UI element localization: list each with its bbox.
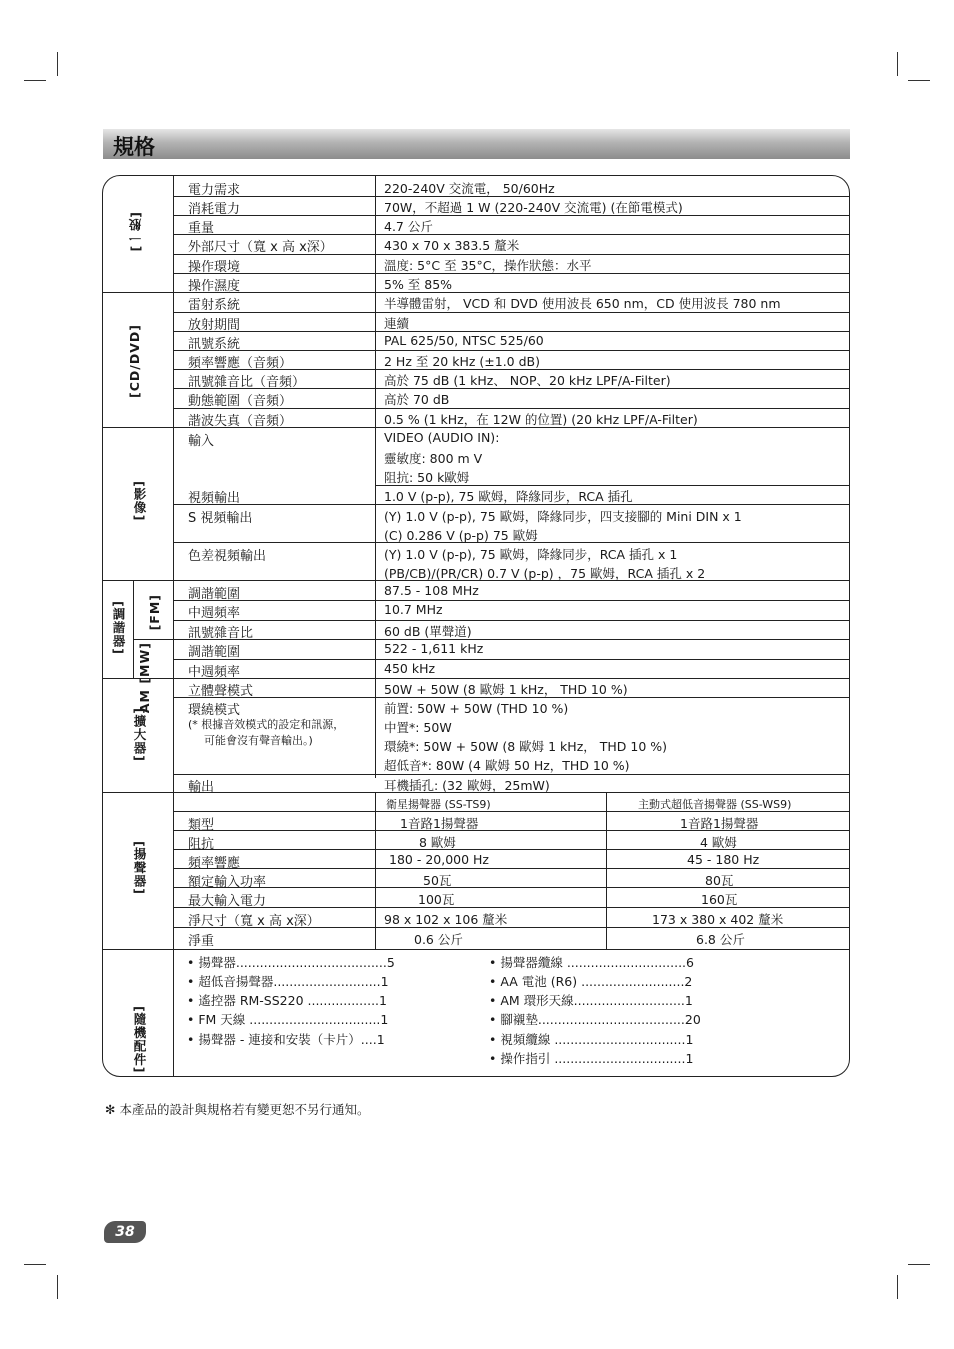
accessory-item: • AA 電池 (R6) ..........................2 (489, 974, 693, 989)
spec-label: 類型 (188, 818, 215, 833)
section-fm: [FM] (147, 594, 162, 631)
spec-value: 4.7 公斤 (384, 219, 433, 234)
crop-mark (908, 1264, 930, 1265)
spec-label: 動態範圍（音頻） (188, 394, 293, 409)
section-tuner: [調諧器] (111, 601, 126, 655)
spec-value: 220-240V 交流電， 50/60Hz (384, 181, 555, 196)
footnote-mark-icon: ✻ (105, 1102, 116, 1117)
spec-label: 中週頻率 (188, 606, 241, 621)
surround-note: 可能會沒有聲音輸出。) (204, 734, 313, 747)
crop-mark (24, 80, 46, 81)
spec-label: 環繞模式 (188, 703, 241, 718)
spec-value: (Y) 1.0 V (p-p), 75 歐姆，降緣同步，四支接腳的 Mini DIN x 1 (384, 509, 742, 524)
spec-value: (PB/CB)/(PR/CR) 0.7 V (p-p) ，75 歐姆，RCA 插孔 x 2 (384, 566, 706, 581)
row-divider (173, 234, 850, 235)
accessory-item: • FM 天線 .................................1 (187, 1012, 389, 1027)
spec-label: 淨重 (188, 934, 215, 949)
accessory-item: • 揚聲器......................................5 (187, 955, 395, 970)
spec-value: 10.7 MHz (384, 602, 443, 617)
section-speakers: [揚聲器] (132, 841, 147, 895)
accessory-item: • 操作指引 .................................1 (489, 1051, 694, 1066)
spec-value: 180 - 20,000 Hz (389, 852, 489, 867)
divider (375, 792, 376, 949)
spec-label: 最大輸入電力 (188, 894, 267, 909)
accessory-item: • 腳襯墊.....................................20 (489, 1012, 701, 1027)
accessory-item: • 超低音揚聲器...........................1 (187, 974, 389, 989)
spec-label: 立體聲模式 (188, 684, 254, 699)
spec-value: 60 dB (單聲道) (384, 624, 472, 639)
spec-value: 0.5 % (1 kHz，在 12W 的位置) (20 kHz LPF/A-Filter) (384, 412, 698, 427)
spec-value: 連續 (384, 316, 410, 331)
row-divider (173, 849, 850, 850)
speaker-col-header: 衛星揚聲器 (SS-TS9) (386, 798, 491, 811)
spec-value: 1音路1揚聲器 (400, 816, 479, 831)
spec-value: VIDEO (AUDIO IN): (384, 430, 500, 445)
spec-label: 諧波失真（音頻） (188, 414, 293, 429)
spec-label: 視頻輸出 (188, 491, 241, 506)
crop-mark (897, 52, 898, 76)
divider (133, 580, 134, 678)
spec-value: (C) 0.286 V (p-p) 75 歐姆 (384, 528, 538, 543)
spec-label: 消耗電力 (188, 202, 241, 217)
spec-label: 調諧範圍 (188, 587, 241, 602)
spec-value: PAL 625/50, NTSC 525/60 (384, 333, 544, 348)
spec-value: 100瓦 (418, 892, 455, 907)
spec-value: 8 歐姆 (419, 835, 456, 850)
spec-value: 160瓦 (701, 892, 738, 907)
accessory-item: • 揚聲器纜線 ..............................6 (489, 955, 694, 970)
spec-value: 80瓦 (705, 873, 734, 888)
spec-value: 靈敏度: 800 m V (384, 451, 483, 466)
spec-table (102, 175, 850, 1077)
spec-value: 超低音*: 80W (4 歐姆 50 Hz，THD 10 %) (384, 758, 630, 773)
crop-mark (24, 1264, 46, 1265)
footnote-text: 本產品的設計與規格若有變更恕不另行通知。 (119, 1102, 370, 1117)
section-am (137, 642, 152, 713)
spec-value: 430 x 70 x 383.5 釐米 (384, 238, 520, 253)
spec-value: 高於 70 dB (384, 392, 450, 407)
row-divider (173, 600, 850, 601)
surround-note: (* 根據音效模式的設定和訊源， (188, 718, 345, 731)
spec-label: 輸出 (188, 780, 215, 795)
row-divider (173, 331, 850, 332)
spec-value: 高於 75 dB (1 kHz、 NOP、20 kHz LPF/A-Filter) (384, 373, 671, 388)
section-video: [影像] (132, 481, 147, 522)
row-divider (173, 887, 850, 888)
row-divider (173, 659, 850, 660)
spec-label: 訊號系統 (188, 337, 241, 352)
spec-value: 阻抗: 50 k歐姆 (384, 470, 470, 485)
spec-label: 額定輸入功率 (188, 875, 267, 890)
accessory-item: • 遙控器 RM-SS220 ..................1 (187, 993, 387, 1008)
spec-label: 操作濕度 (188, 279, 241, 294)
speaker-col-header: 主動式超低音揚聲器 (SS-WS9) (638, 798, 792, 811)
spec-value: 1音路1揚聲器 (680, 816, 759, 831)
spec-label: 訊號雜音比 (188, 626, 254, 641)
spec-label: 阻抗 (188, 837, 215, 852)
spec-value: 環繞*: 50W + 50W (8 歐姆 1 kHz， THD 10 %) (384, 739, 668, 754)
title-bar (103, 129, 850, 159)
spec-label: 操作環境 (188, 260, 241, 275)
spec-value: 半導體雷射， VCD 和 DVD 使用波長 650 nm，CD 使用波長 780 nm (384, 296, 781, 311)
spec-value: 45 - 180 Hz (687, 852, 760, 867)
section-accessories: [隨機配件] (132, 1006, 147, 1074)
spec-value: 50瓦 (423, 873, 452, 888)
spec-label: 外部尺寸（寬 x 高 x深） (188, 240, 333, 255)
footnote (105, 1100, 369, 1118)
crop-mark (57, 52, 58, 76)
spec-value: 4 歐姆 (700, 835, 737, 850)
accessory-item: • 揚聲器 - 連接和安裝（卡片）....1 (187, 1032, 385, 1047)
spec-value: 87.5 - 108 MHz (384, 583, 479, 598)
row-divider (173, 774, 850, 775)
spec-label: 重量 (188, 221, 215, 236)
section-am-text: AM [MW] (137, 642, 152, 714)
section-cddvd: [CD/DVD] (127, 324, 142, 398)
spec-label: 電力需求 (188, 183, 241, 198)
page-title: 規格 (113, 135, 155, 159)
spec-value: 1.0 V (p-p), 75 歐姆，降緣同步，RCA 插孔 (384, 489, 633, 504)
spec-value: 98 x 102 x 106 釐米 (384, 912, 508, 927)
page-number: 38 (104, 1221, 146, 1243)
spec-value: (Y) 1.0 V (p-p), 75 歐姆，降緣同步，RCA 插孔 x 1 (384, 547, 678, 562)
spec-label: 調諧範圍 (188, 645, 241, 660)
spec-value: 173 x 380 x 402 釐米 (652, 912, 784, 927)
spec-label: 淨尺寸（寬 x 高 x深） (188, 914, 320, 929)
accessory-item: • 視頻纜線 .................................1 (489, 1032, 694, 1047)
row-divider (173, 350, 850, 351)
spec-value: 中置*: 50W (384, 720, 452, 735)
crop-mark (908, 80, 930, 81)
spec-label: 訊號雜音比（音頻） (188, 375, 306, 390)
spec-value: 522 - 1,611 kHz (384, 641, 484, 656)
spec-value: 2 Hz 至 20 kHz (±1.0 dB) (384, 354, 540, 369)
spec-label: 雷射系統 (188, 298, 241, 313)
spec-label: 頻率響應（音頻） (188, 356, 293, 371)
spec-label: 色差視頻輸出 (188, 549, 267, 564)
row-divider (173, 907, 850, 908)
crop-mark (897, 1275, 898, 1299)
spec-value: 5% 至 85% (384, 277, 453, 292)
section-amp: [擴大器] (132, 708, 147, 762)
spec-label: 中週頻率 (188, 665, 241, 680)
spec-value: 50W + 50W (8 歐姆 1 kHz， THD 10 %) (384, 682, 628, 697)
spec-label: S 視頻輸出 (188, 511, 253, 526)
spec-value: 耳機插孔: (32 歐姆，25mW) (384, 778, 550, 793)
row-divider (173, 868, 850, 869)
section-divider (103, 949, 850, 950)
row-divider (173, 312, 850, 313)
spec-value: 6.8 公斤 (696, 932, 745, 947)
spec-value: 0.6 公斤 (414, 932, 463, 947)
spec-label: 輸入 (188, 434, 215, 449)
spec-label: 頻率響應 (188, 856, 241, 871)
spec-value: 溫度: 5°C 至 35°C，操作狀態：水平 (384, 258, 592, 273)
crop-mark (57, 1275, 58, 1299)
row-divider (173, 620, 850, 621)
spec-value: 前置: 50W + 50W (THD 10 %) (384, 701, 569, 716)
section-general: [一般] (128, 211, 143, 252)
divider (606, 792, 607, 949)
accessory-item: • AM 環形天線............................1 (489, 993, 693, 1008)
spec-label: 放射期間 (188, 318, 241, 333)
divider (375, 176, 376, 778)
spec-value: 70W，不超過 1 W (220-240V 交流電) (在節電模式) (384, 200, 683, 215)
spec-value: 450 kHz (384, 661, 436, 676)
